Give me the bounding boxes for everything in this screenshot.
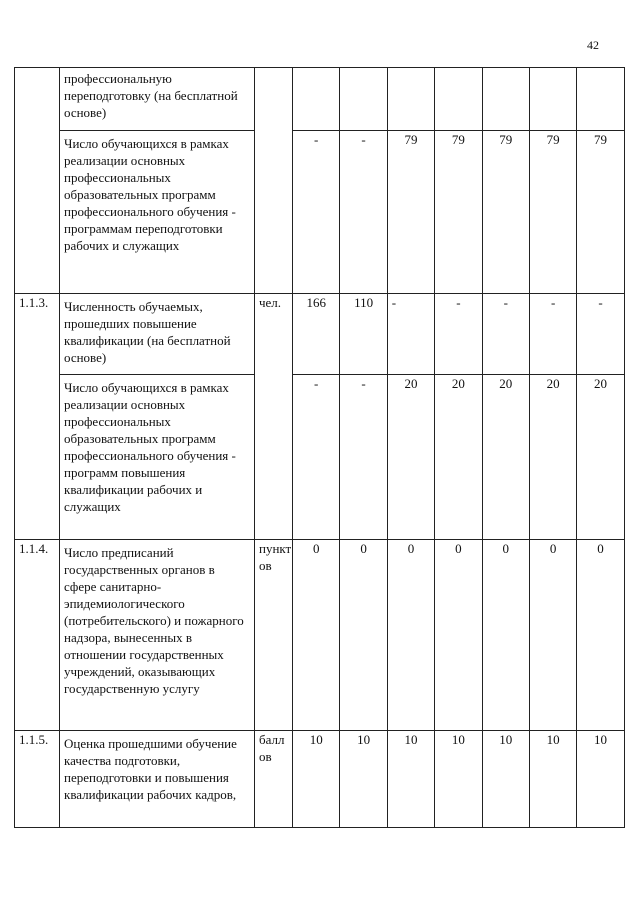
value-cell: 10 xyxy=(387,731,434,828)
value-cell: 0 xyxy=(340,540,387,731)
value-cell: 0 xyxy=(435,540,482,731)
table-row xyxy=(15,294,625,375)
value-cell xyxy=(387,68,434,131)
table-row xyxy=(15,731,625,828)
value-cell: 0 xyxy=(529,540,576,731)
value-cell: 20 xyxy=(529,375,576,540)
value-cell: 10 xyxy=(340,731,387,828)
value-cell: - xyxy=(482,294,529,375)
row-unit: балл ов xyxy=(255,731,293,828)
value-cell: 79 xyxy=(577,131,624,294)
value-cell: 79 xyxy=(482,131,529,294)
value-cell: - xyxy=(340,131,387,294)
table-row xyxy=(15,68,625,131)
row-description: Оценка прошедшими обучение качества подготовки, переподготовки и повышения квалификации рабочих кадров, xyxy=(60,731,255,828)
value-cell: - xyxy=(340,375,387,540)
value-cell xyxy=(293,68,340,131)
row-description: Число обучающихся в рамках реализации основных профессиональных образовательных программ профессионального обучения - программ повышения квалификации рабочих и служащих xyxy=(60,375,255,540)
value-cell: 10 xyxy=(435,731,482,828)
value-cell: 110 xyxy=(340,294,387,375)
value-cell xyxy=(435,68,482,131)
value-cell: 0 xyxy=(293,540,340,731)
row-description: профессиональную переподготовку (на бесплатной основе) xyxy=(60,68,255,131)
value-cell: 10 xyxy=(577,731,624,828)
table-row xyxy=(15,375,625,540)
value-cell: 79 xyxy=(387,131,434,294)
value-cell: 79 xyxy=(435,131,482,294)
value-cell: 79 xyxy=(529,131,576,294)
value-cell: 0 xyxy=(577,540,624,731)
value-cell xyxy=(529,68,576,131)
value-cell: - xyxy=(577,294,624,375)
row-number: 1.1.4. xyxy=(15,540,60,731)
row-description: Число обучающихся в рамках реализации основных профессиональных образовательных программ профессионального обучения - программам переподготовки рабочих и служащих xyxy=(60,131,255,294)
value-cell: - xyxy=(435,294,482,375)
row-number xyxy=(15,68,60,294)
value-cell: 20 xyxy=(577,375,624,540)
value-cell: - xyxy=(387,294,434,375)
value-cell: - xyxy=(293,375,340,540)
value-cell: - xyxy=(529,294,576,375)
value-cell xyxy=(482,68,529,131)
row-number: 1.1.5. xyxy=(15,731,60,828)
value-cell: - xyxy=(293,131,340,294)
value-cell xyxy=(577,68,624,131)
value-cell: 20 xyxy=(482,375,529,540)
value-cell xyxy=(340,68,387,131)
value-cell: 166 xyxy=(293,294,340,375)
row-unit: пункт ов xyxy=(255,540,293,731)
page-number: 42 xyxy=(587,38,599,52)
value-cell: 10 xyxy=(482,731,529,828)
value-cell: 10 xyxy=(293,731,340,828)
row-unit xyxy=(255,68,293,294)
table-row xyxy=(15,540,625,731)
table-row xyxy=(15,131,625,294)
row-description: Численность обучаемых, прошедших повышение квалификации (на бесплатной основе) xyxy=(60,294,255,375)
value-cell: 0 xyxy=(482,540,529,731)
value-cell: 20 xyxy=(387,375,434,540)
row-number: 1.1.3. xyxy=(15,294,60,540)
row-description: Число предписаний государственных органов в сфере санитарно-эпидемиологического (потребительского) и пожарного надзора, вынесенных в отношении государственных учреждений, оказывающих государственную услугу xyxy=(60,540,255,731)
indicators-table xyxy=(14,67,625,828)
row-unit: чел. xyxy=(255,294,293,540)
value-cell: 0 xyxy=(387,540,434,731)
value-cell: 20 xyxy=(435,375,482,540)
value-cell: 10 xyxy=(529,731,576,828)
